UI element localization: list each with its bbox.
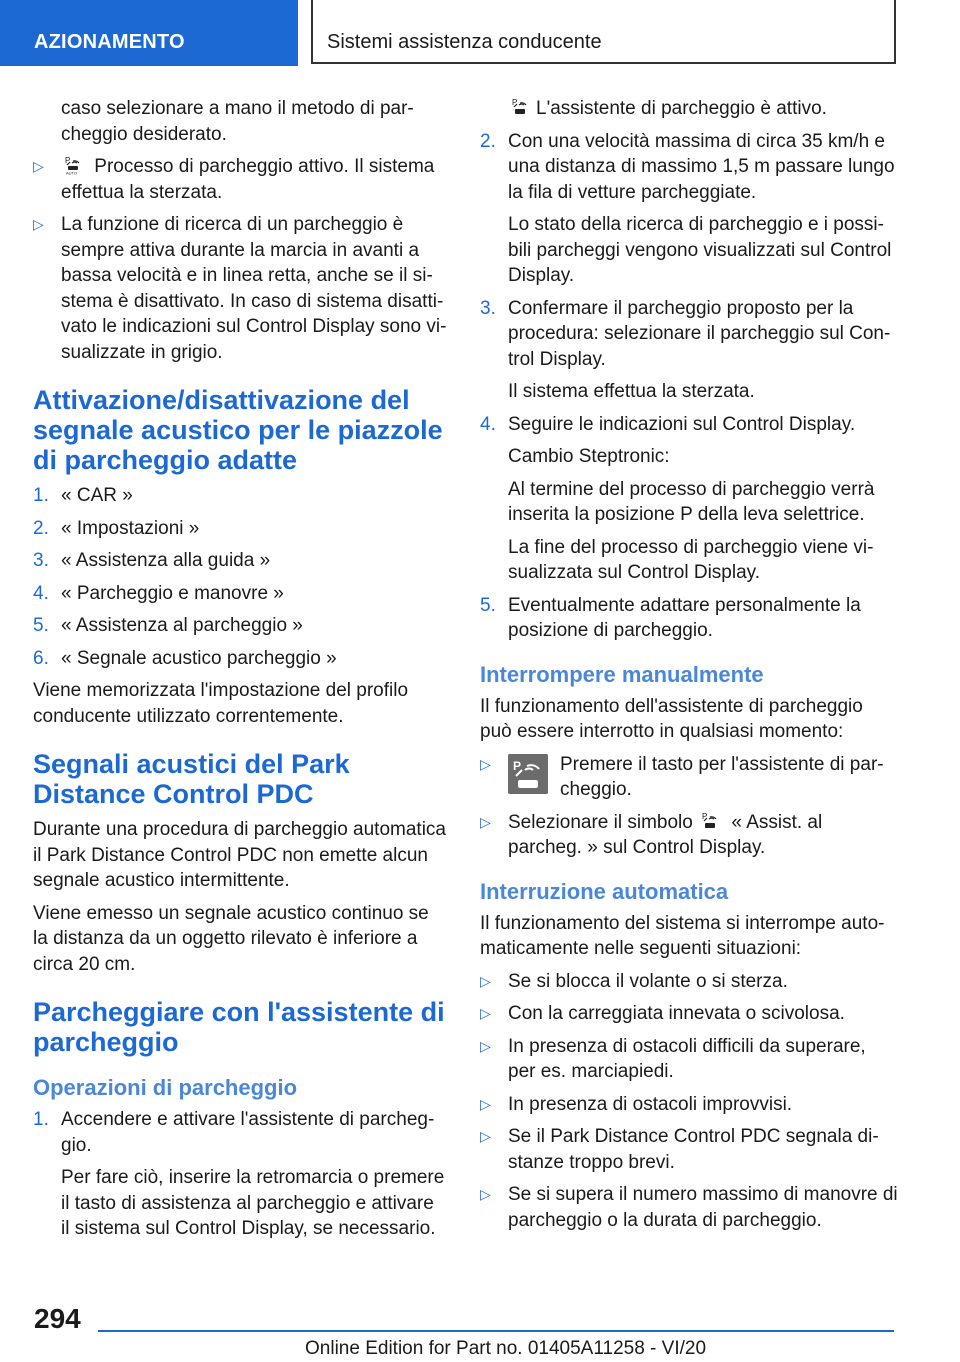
topic-tab: Sistemi assistenza conducente bbox=[311, 0, 896, 64]
step-number: 3. bbox=[33, 550, 49, 571]
item-subtext: Per fare ciò, inserire la retromarcia o premere il tasto di assistenza al parcheggio e attivare il sistema sul Control Display, se necessario. bbox=[61, 1167, 445, 1239]
left-column bbox=[33, 96, 447, 1249]
step-text: « Segnale acustico parcheggio » bbox=[61, 647, 337, 669]
bullet-text: In presenza di ostacoli difficili da superare, per es. marciapiedi. bbox=[508, 1035, 866, 1082]
step-text: « Assistenza alla guida » bbox=[61, 550, 271, 571]
bullet-marker: ▷ bbox=[480, 755, 491, 772]
numbered-item bbox=[480, 593, 898, 644]
memo-paragraph: Viene memorizzata l'impostazione del profilo conducente utilizzato correntemente. bbox=[33, 680, 409, 727]
bullet-item bbox=[33, 212, 447, 365]
svg-text:AUTO: AUTO bbox=[66, 170, 78, 175]
assistant-active-text: L'assistente di parcheggio è attivo. bbox=[536, 98, 827, 119]
pdc-paragraph-2: Viene emesso un segnale acustico continuo se la distanza da un oggetto rilevato è inferiore a circa 20 cm. bbox=[33, 902, 429, 975]
heading-manual-stop: Interrompere manualmente bbox=[480, 661, 764, 687]
bullet-marker: ▷ bbox=[480, 1128, 491, 1144]
park-assist-button-icon bbox=[508, 754, 548, 794]
item-number: 1. bbox=[33, 1109, 49, 1130]
step-item bbox=[33, 548, 447, 574]
bullet-text: Se il Park Distance Control PDC segnala distanze troppo brevi. bbox=[508, 1126, 879, 1173]
item-text: Con una velocità massima di circa 35 km/h e una distanza di massimo 1,5 m passare lungo la fila di vetture parcheggiate. bbox=[508, 130, 895, 203]
bullet-item bbox=[480, 969, 898, 995]
steps-list bbox=[33, 483, 447, 671]
item-number: 5. bbox=[480, 594, 496, 616]
park-assist-icon bbox=[510, 97, 530, 117]
heading-operations: Operazioni di parcheggio bbox=[33, 1075, 298, 1100]
svg-text:P: P bbox=[512, 98, 518, 107]
step-number: 6. bbox=[33, 647, 49, 669]
park-assist-icon bbox=[700, 811, 720, 831]
bullet-marker: ▷ bbox=[480, 1005, 491, 1021]
numbered-item bbox=[480, 296, 898, 373]
operations-list bbox=[480, 129, 898, 644]
item-text: Seguire le indicazioni sul Control Display. bbox=[508, 413, 856, 435]
bullet-text: Processo di parcheggio attivo. Il sistema effettua la sterzata. bbox=[61, 156, 435, 203]
page-number: 294 bbox=[34, 1303, 81, 1334]
step-number: 5. bbox=[33, 615, 49, 636]
bullet-marker: ▷ bbox=[480, 972, 491, 989]
bullet-marker: ▷ bbox=[33, 158, 44, 174]
step-item bbox=[33, 613, 447, 639]
pdc-paragraph-1: Durante una procedura di parcheggio automatica il Park Distance Control PDC non emette alcun segnale acustico intermittente. bbox=[33, 819, 446, 891]
item-subtext: Al termine del processo di parcheggio verrà inserita la posizione P della leva selettrice. bbox=[508, 478, 875, 525]
numbered-item bbox=[480, 412, 898, 438]
step-text: « Impostazioni » bbox=[61, 517, 200, 539]
step-text: « Parcheggio e manovre » bbox=[61, 582, 284, 604]
right-column bbox=[480, 96, 898, 1240]
bullet-item bbox=[480, 810, 898, 861]
heading-auto-stop: Interruzione automatica bbox=[480, 878, 729, 904]
bullet-item bbox=[33, 154, 447, 205]
item-number: 4. bbox=[480, 413, 496, 435]
item-text: Accendere e attivare l'assistente di parcheggio. bbox=[61, 1109, 435, 1156]
item-text: Confermare il parcheggio proposto per la procedura: selezionare il parcheggio sul Control Display. bbox=[508, 297, 891, 370]
footer-rule bbox=[98, 1330, 894, 1332]
bullet-text: Premere il tasto per l'assistente di parcheggio. bbox=[560, 753, 884, 800]
bullet-text-b: « Assist. al parcheg. » sul Control Display. bbox=[508, 811, 823, 858]
step-item bbox=[33, 483, 447, 509]
item-number: 2. bbox=[480, 130, 496, 152]
bullet-item bbox=[480, 1034, 898, 1085]
bullet-marker: ▷ bbox=[480, 1095, 491, 1112]
manual-intro: Il funzionamento dell'assistente di parcheggio può essere interrotto in qualsiasi momento: bbox=[480, 695, 863, 742]
bullet-text: In presenza di ostacoli improvvisi. bbox=[508, 1093, 793, 1115]
item-subtext: La fine del processo di parcheggio viene visualizzata sul Control Display. bbox=[508, 536, 874, 583]
step-item bbox=[33, 516, 447, 542]
auto-stop-list bbox=[480, 969, 898, 1234]
step-item bbox=[33, 646, 447, 672]
continued-paragraph: caso selezionare a mano il metodo di parcheggio desiderato. bbox=[61, 98, 414, 145]
numbered-item bbox=[480, 129, 898, 206]
svg-text:P: P bbox=[65, 156, 71, 165]
bullet-text-a: Selezionare il simbolo bbox=[508, 811, 693, 833]
item-text: Eventualmente adattare personalmente la posizione di parcheggio. bbox=[508, 594, 861, 641]
assistant-active-line bbox=[480, 96, 898, 122]
item-number: 3. bbox=[480, 297, 496, 319]
bullet-item bbox=[480, 1092, 898, 1118]
bullet-text: Se si supera il numero massimo di manovre di parcheggio o la durata di parcheggio. bbox=[508, 1184, 898, 1231]
bullet-marker: ▷ bbox=[480, 813, 491, 830]
page-header bbox=[0, 0, 960, 66]
step-item bbox=[33, 581, 447, 607]
svg-text:P: P bbox=[513, 758, 522, 773]
bullet-marker: ▷ bbox=[33, 216, 44, 232]
bullet-item bbox=[480, 1182, 898, 1233]
step-number: 4. bbox=[33, 582, 49, 604]
bullet-text: Con la carreggiata innevata o scivolosa. bbox=[508, 1003, 845, 1024]
auto-intro: Il funzionamento del sistema si interrompe automaticamente nelle seguenti situazioni: bbox=[480, 912, 885, 959]
bullet-item bbox=[480, 1124, 898, 1175]
bullet-marker: ▷ bbox=[480, 1037, 491, 1054]
park-assist-auto-icon bbox=[63, 155, 83, 175]
heading-pdc: Segnali acustici del Park Distance Control PDC bbox=[33, 749, 350, 809]
item-subtext: Il sistema effettua la sterzata. bbox=[508, 381, 755, 402]
step-text: « Assistenza al parcheggio » bbox=[61, 615, 303, 636]
step-number: 1. bbox=[33, 485, 49, 506]
bullet-item bbox=[480, 752, 898, 803]
svg-text:P: P bbox=[702, 811, 708, 821]
item-subtext: Cambio Steptronic: bbox=[508, 446, 670, 467]
step-number: 2. bbox=[33, 517, 49, 539]
section-tab: AZIONAMENTO bbox=[0, 0, 298, 66]
bullet-marker: ▷ bbox=[480, 1186, 491, 1202]
step-text: « CAR » bbox=[61, 485, 133, 506]
item-subtext: Lo stato della ricerca di parcheggio e i possibili parcheggi vengono visualizzati sul Control Display. bbox=[508, 214, 892, 286]
heading-parking: Parcheggiare con l'assistente di parcheggio bbox=[33, 997, 445, 1057]
edition-note: Online Edition for Part no. 01405A11258 - VI/20 bbox=[305, 1338, 707, 1359]
bullet-text: La funzione di ricerca di un parcheggio è sempre attiva durante la marcia in avanti a bassa velocità e in linea retta, anche se il sistema è disattivato. In caso di sistema disattivato le indicazioni sul Control Display sono visualizzate in grigio. bbox=[61, 214, 447, 363]
numbered-item bbox=[33, 1107, 447, 1158]
bullet-item bbox=[480, 1001, 898, 1027]
heading-signal: Attivazione/disattivazione del segnale acustico per le piazzole di parcheggio adatte bbox=[33, 385, 443, 475]
bullet-text: Se si blocca il volante o si sterza. bbox=[508, 970, 788, 992]
